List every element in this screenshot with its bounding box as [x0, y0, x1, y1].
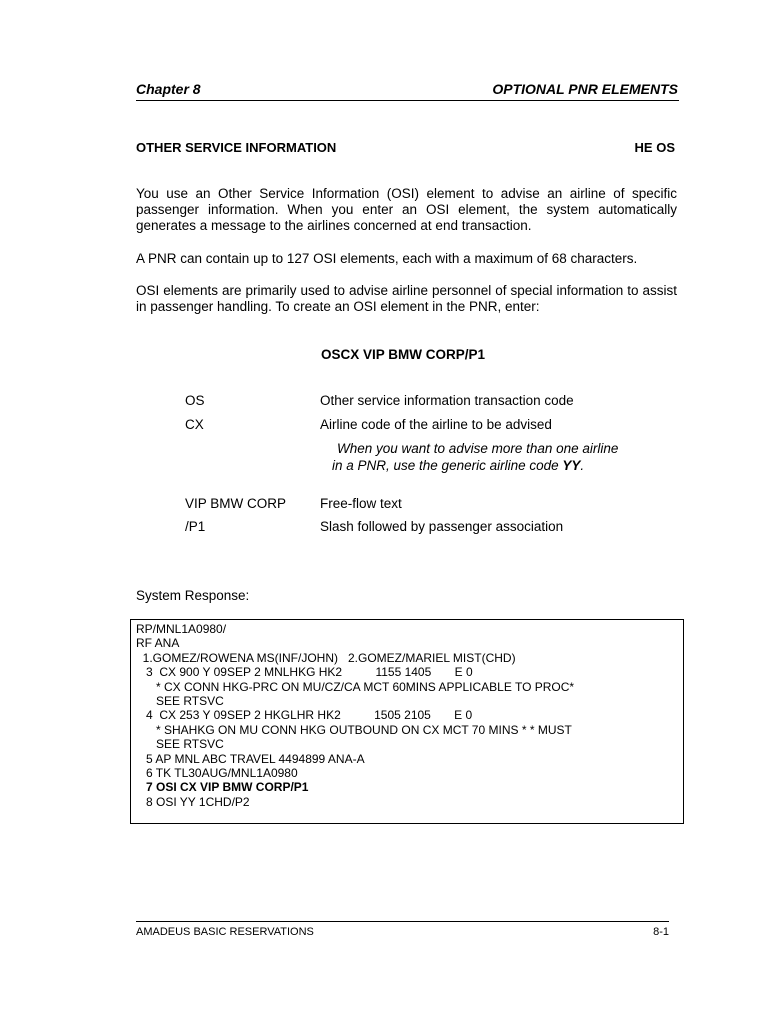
system-response-line: SEE RTSVC — [136, 737, 224, 752]
definition-term: OS — [185, 393, 205, 408]
section-code: HE OS — [634, 140, 675, 155]
definition-term: CX — [185, 417, 204, 432]
generic-airline-note — [332, 440, 618, 474]
chapter-title: OPTIONAL PNR ELEMENTS — [492, 81, 678, 97]
system-response-line: 8 OSI YY 1CHD/P2 — [136, 794, 250, 809]
note-line-2 — [332, 457, 618, 474]
system-response-box — [130, 619, 684, 824]
definition-desc: Airline code of the airline to be advised — [320, 417, 552, 432]
chapter-label: Chapter 8 — [136, 81, 201, 97]
system-response-line: RF ANA — [136, 636, 180, 651]
system-response-line: RP/MNL1A0980/ — [136, 622, 227, 636]
page-number: 8-1 — [653, 926, 669, 938]
system-response-line: 5 AP MNL ABC TRAVEL 4494899 ANA-A — [136, 751, 365, 766]
definition-desc: Other service information transaction code — [320, 393, 574, 408]
footer-divider — [136, 921, 669, 922]
note-line-2-end: . — [580, 458, 585, 473]
definition-term: VIP BMW CORP — [185, 496, 287, 511]
paragraph-limits: A PNR can contain up to 127 OSI elements, each with a maximum of 68 characters. — [136, 251, 638, 266]
footer-title: AMADEUS BASIC RESERVATIONS — [136, 926, 314, 938]
system-response-lines — [136, 622, 574, 809]
definition-term: /P1 — [185, 519, 206, 534]
section-title: OTHER SERVICE INFORMATION — [136, 140, 337, 155]
system-response-line: 1.GOMEZ/ROWENA MS(INF/JOHN) 2.GOMEZ/MARIEL MIST(CHD) — [136, 650, 516, 665]
header-divider — [136, 100, 679, 101]
system-response-line: 6 TK TL30AUG/MNL1A0980 — [136, 765, 298, 780]
note-line-1: When you want to advise more than one airline — [337, 441, 619, 456]
system-response-line: * SHAHKG ON MU CONN HKG OUTBOUND ON CX MCT 70 MINS * * MUST — [136, 722, 572, 737]
system-response-line: 7 OSI CX VIP BMW CORP/P1 — [136, 780, 309, 795]
system-response-label: System Response: — [136, 588, 250, 603]
system-response-line: * CX CONN HKG-PRC ON MU/CZ/CA MCT 60MINS APPLICABLE TO PROC* — [136, 679, 575, 694]
note-line-2-text: in a PNR, use the generic airline code — [332, 458, 563, 473]
definition-desc: Free-flow text — [320, 496, 402, 511]
paragraph-usage: OSI elements are primarily used to advise airline personnel of special information to assist in passenger handling. To create an OSI element in the PNR, enter: — [136, 283, 677, 314]
generic-code: YY — [562, 458, 581, 473]
definition-desc: Slash followed by passenger association — [320, 519, 564, 534]
system-response-line: SEE RTSVC — [136, 693, 224, 708]
command-example: OSCX VIP BMW CORP/P1 — [321, 347, 486, 362]
system-response-line: 4 CX 253 Y 09SEP 2 HKGLHR HK2 1505 2105 E 0 — [136, 708, 473, 723]
paragraph-intro: You use an Other Service Information (OSI) element to advise an airline of specific passenger information. When you enter an OSI element, the system automatically generates a message to the airlines concerned at end transaction. — [136, 186, 677, 233]
system-response-line: 3 CX 900 Y 09SEP 2 MNLHKG HK2 1155 1405 E 0 — [136, 665, 473, 680]
